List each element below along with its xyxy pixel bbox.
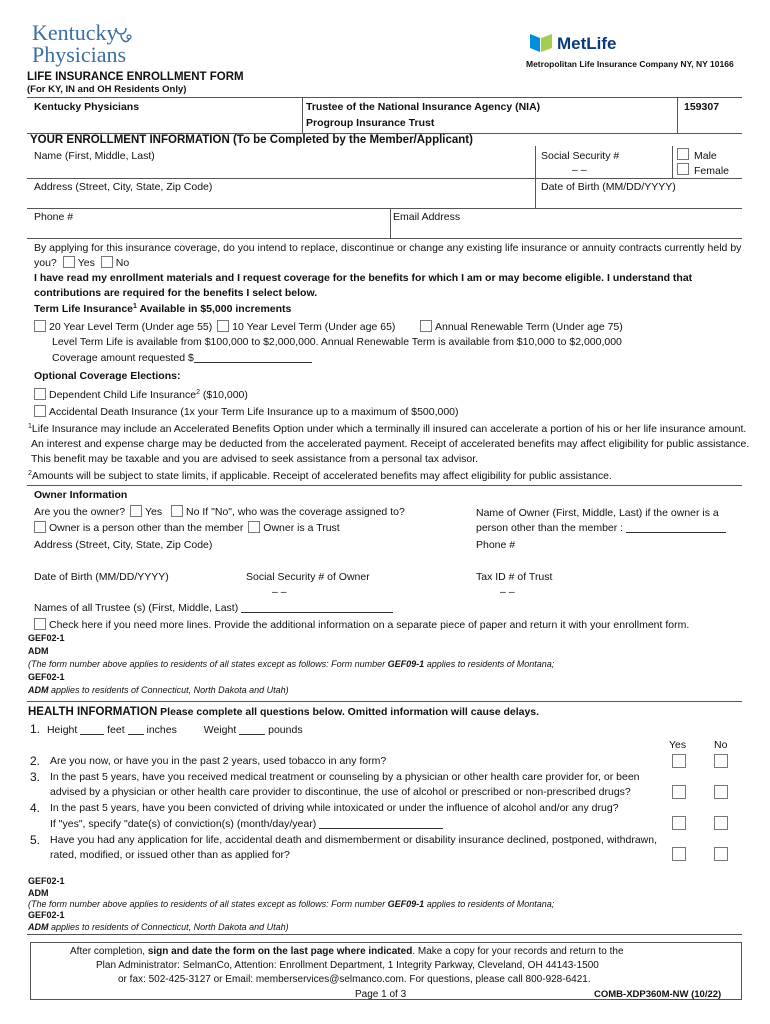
ssn-dashes: – – xyxy=(572,164,587,176)
owner-person-checkbox[interactable] xyxy=(34,521,46,533)
q1-pounds-label: pounds xyxy=(268,724,303,736)
owner-note-a: (The form number above applies to residents of all states except as follows: Form number xyxy=(28,659,388,669)
logo-line-2: Physicians xyxy=(32,42,127,67)
accidental-label: Accidental Death Insurance (1x your Term Life Insurance up to a maximum of $500,000) xyxy=(49,406,459,418)
term-options-row xyxy=(34,320,395,333)
q1-height-label: Height xyxy=(46,724,78,736)
trustee-line-1: Trustee of the National Insurance Agency (NIA) xyxy=(306,101,541,113)
coverage-amount-row xyxy=(52,352,312,364)
note1-line2: An interest and expense charge may be deducted from the accelerated payment. Receipt of accelerated benefits may affect eligibility for public assistance. xyxy=(31,438,750,450)
owner-no-label: No If "No", who was the coverage assigned to? xyxy=(186,506,405,518)
health-note-a: (The form number above applies to residents of all states except as follows: Form number xyxy=(28,899,388,909)
term-availability: Level Term Life is available from $100,000 to $2,000,000. Annual Renewable Term is available from $10,000 to $2,000,000 xyxy=(52,336,622,348)
owner-ssn-label: Social Security # of Owner xyxy=(246,571,370,583)
owner-phone-label: Phone # xyxy=(476,539,516,551)
replace-question-line2 xyxy=(34,256,129,269)
term-annual-checkbox[interactable] xyxy=(420,320,432,332)
conviction-dates-field[interactable] xyxy=(319,818,443,829)
dep-child-footnote: 2 xyxy=(196,389,201,396)
owner-note-e: applies to residents of Connecticut, North Dakota and Utah) xyxy=(48,685,289,695)
trustee-line-2: Progroup Insurance Trust xyxy=(306,117,435,129)
form-code: COMB-XDP360M-NW (10/22) xyxy=(594,989,722,1000)
logo-line-1: Kentucky xyxy=(32,20,118,45)
q4-no-checkbox[interactable] xyxy=(714,816,728,830)
term-heading-increments: Available in $5,000 increments xyxy=(136,303,292,315)
owner-form-note xyxy=(28,659,554,669)
group-name: Kentucky Physicians xyxy=(34,101,140,113)
owner-name-label: person other than the member : xyxy=(476,522,624,534)
ssn-label: Social Security # xyxy=(541,150,620,162)
replace-yes-label: Yes xyxy=(77,257,95,269)
footer-line-2: Plan Administrator: SelmanCo, Attention: Enrollment Department, 1 Integrity Parkway, Cleveland, OH 44143-1500 xyxy=(96,960,599,971)
owner-note-b: GEF09-1 xyxy=(387,659,425,669)
note1-text-1: Life Insurance may include an Accelerated Benefits Option under which a terminally ill insured can accelerate a portion of his or her life insurance amount. xyxy=(31,423,747,435)
owner-note-d: ; xyxy=(551,659,555,669)
q4-specify-row xyxy=(50,818,443,830)
q3-yes-checkbox[interactable] xyxy=(672,785,686,799)
owner-yes-label: Yes xyxy=(144,506,163,518)
footer-line1-b: sign and date the form on the last page where indicated xyxy=(147,946,413,957)
health-heading-title: HEALTH INFORMATION xyxy=(28,706,158,718)
q2-no-checkbox[interactable] xyxy=(714,754,728,768)
q1-row xyxy=(30,722,303,736)
male-checkbox[interactable] xyxy=(677,148,689,160)
term-heading xyxy=(34,303,291,315)
owner-code-2: ADM xyxy=(28,646,49,656)
replace-yes-checkbox[interactable] xyxy=(63,256,75,268)
address-label: Address (Street, City, State, Zip Code) xyxy=(34,181,213,193)
q4-number: 4. xyxy=(30,801,41,815)
owner-yes-checkbox[interactable] xyxy=(130,505,142,517)
stethoscope-icon xyxy=(112,26,134,50)
health-note-e: applies to residents of Connecticut, North Dakota and Utah) xyxy=(48,922,289,932)
footer-line-1 xyxy=(70,946,624,957)
q3-text-2: advised by a physician or other health care provider to discontinue, the use of alcohol or prescribed or non-prescribed drugs? xyxy=(50,786,631,798)
health-code-3: GEF02-1 xyxy=(28,910,65,920)
owner-no-checkbox[interactable] xyxy=(171,505,183,517)
replace-question-line1: By applying for this insurance coverage, do you intend to replace, discontinue or change any existing life insurance or annuity contracts currently held by xyxy=(34,242,742,254)
q5-no-checkbox[interactable] xyxy=(714,847,728,861)
term-annual-label: Annual Renewable Term (Under age 75) xyxy=(435,321,623,333)
group-number: 159307 xyxy=(684,101,720,113)
q4-specify-label: If "yes", specify "date(s) of conviction(s) (month/day/year) xyxy=(50,818,317,830)
accidental-row xyxy=(34,405,459,418)
trustees-row xyxy=(34,602,393,614)
weight-field[interactable] xyxy=(239,724,265,735)
dep-child-checkbox[interactable] xyxy=(34,388,46,400)
q5-yes-checkbox[interactable] xyxy=(672,847,686,861)
q1-weight-label: Weight xyxy=(203,724,237,736)
q3-number: 3. xyxy=(30,770,41,784)
term-20yr-label: 20 Year Level Term (Under age 55) xyxy=(49,321,213,333)
coverage-amount-field[interactable] xyxy=(194,352,312,363)
name-label: Name (First, Middle, Last) xyxy=(34,150,155,162)
term-10yr-label: 10 Year Level Term (Under age 65) xyxy=(232,321,396,333)
female-label: Female xyxy=(694,165,730,177)
owner-code-4: ADM xyxy=(28,685,49,695)
owner-name-line1: Name of Owner (First, Middle, Last) if the owner is a xyxy=(476,507,719,519)
page-number: Page 1 of 3 xyxy=(355,989,407,1000)
owner-ssn-dashes: – – xyxy=(272,586,287,598)
owner-address-label: Address (Street, City, State, Zip Code) xyxy=(34,539,213,551)
q2-number: 2. xyxy=(30,754,41,768)
form-title: LIFE INSURANCE ENROLLMENT FORM xyxy=(27,71,244,83)
read-materials-line2: contributions are required for the benefits I select below. xyxy=(34,287,318,299)
q1-feet-label: feet xyxy=(107,724,125,736)
replace-no-checkbox[interactable] xyxy=(101,256,113,268)
health-heading xyxy=(28,706,539,718)
note1-line3: This benefit may be taxable and you are advised to seek assistance from a personal tax advisor. xyxy=(31,453,479,465)
metlife-logo-icon xyxy=(530,34,552,52)
q2-text: Are you now, or have you in the past 2 years, used tobacco in any form? xyxy=(50,755,387,767)
footer-line-3: or fax: 502-425-3127 or Email: memberservices@selmanco.com. For questions, please call 800-928-6421. xyxy=(118,974,591,985)
owner-question-row xyxy=(34,505,405,518)
term-heading-label: Term Life Insurance xyxy=(34,303,134,315)
check-more-checkbox[interactable] xyxy=(34,618,46,630)
note2-marker: 2 xyxy=(28,470,32,477)
note2-text: Amounts will be subject to state limits, if applicable. Receipt of accelerated benefits may affect eligibility for public assistance. xyxy=(31,470,612,482)
q3-no-checkbox[interactable] xyxy=(714,785,728,799)
health-form-note xyxy=(28,899,554,909)
check-more-row xyxy=(34,618,689,631)
q1-inches-label: inches xyxy=(146,724,177,736)
footer-line1-a: After completion, xyxy=(70,946,148,957)
tax-id-dashes: – – xyxy=(500,586,515,598)
health-code-2: ADM xyxy=(28,888,49,898)
replace-you-label: you? xyxy=(34,257,57,269)
health-form-note-2 xyxy=(28,922,289,932)
owner-dob-label: Date of Birth (MM/DD/YYYY) xyxy=(34,571,169,583)
height-feet-field[interactable] xyxy=(80,724,104,735)
q1-number: 1. xyxy=(30,722,41,736)
owner-trust-checkbox[interactable] xyxy=(248,521,260,533)
height-inches-field[interactable] xyxy=(128,724,144,735)
read-materials-line1: I have read my enrollment materials and I request coverage for the benefits for which I am or may become eligible. I understand that xyxy=(34,272,693,284)
owner-note-c: applies to residents of Montana xyxy=(424,659,552,669)
coverage-amount-label: Coverage amount requested $ xyxy=(52,352,194,364)
term-20yr-checkbox[interactable] xyxy=(34,320,46,332)
owner-code-1: GEF02-1 xyxy=(28,633,65,643)
q4-text: In the past 5 years, have you been convicted of driving while intoxicated or under the influence of alcohol and/or any drug? xyxy=(50,802,619,814)
health-note-c: applies to residents of Montana xyxy=(424,899,552,909)
dep-child-amount: ($10,000) xyxy=(200,389,248,401)
check-more-label: Check here if you need more lines. Provide the additional information on a separate piece of paper and return it with your enrollment form. xyxy=(49,619,690,631)
company-address: Metropolitan Life Insurance Company NY, NY 10166 xyxy=(526,59,734,69)
health-note-b: GEF09-1 xyxy=(387,899,425,909)
term-heading-footnote: 1 xyxy=(133,303,137,310)
enrollment-heading: YOUR ENROLLMENT INFORMATION (To be Completed by the Member/Applicant) xyxy=(30,134,473,146)
metlife-wordmark: MetLife xyxy=(557,34,617,53)
note2-line xyxy=(28,470,612,482)
email-label: Email Address xyxy=(393,211,461,223)
owner-trust-label: Owner is a Trust xyxy=(263,522,340,534)
dep-child-label: Dependent Child Life Insurance xyxy=(49,389,197,401)
male-label: Male xyxy=(694,150,717,162)
replace-no-label: No xyxy=(115,257,130,269)
note1-marker: 1 xyxy=(28,423,32,430)
owner-name-line2 xyxy=(476,522,726,534)
q3-text-1: In the past 5 years, have you received medical treatment or counseling by a physician or other health care provider for, or been xyxy=(50,771,640,783)
no-column-header: No xyxy=(714,739,728,751)
accidental-checkbox[interactable] xyxy=(34,405,46,417)
trustees-field[interactable] xyxy=(241,602,393,613)
note1-line1 xyxy=(28,423,746,435)
dob-label: Date of Birth (MM/DD/YYYY) xyxy=(541,181,676,193)
health-code-4: ADM xyxy=(28,922,49,932)
q5-text-1: Have you had any application for life, accidental death and dismemberment or disability insurance declined, postponed, withdrawn, xyxy=(50,834,658,846)
q5-number: 5. xyxy=(30,833,41,847)
term-annual-option xyxy=(420,320,623,333)
owner-question-label: Are you the owner? xyxy=(34,506,126,518)
dep-child-row xyxy=(34,388,248,401)
phone-label: Phone # xyxy=(34,211,74,223)
q5-text-2: rated, modified, or issued other than as applied for? xyxy=(50,849,290,861)
q4-yes-checkbox[interactable] xyxy=(672,816,686,830)
health-heading-text: Please complete all questions below. Omitted information will cause delays. xyxy=(157,706,540,718)
trustees-label: Names of all Trustee (s) (First, Middle, Last) xyxy=(34,602,239,614)
yes-column-header: Yes xyxy=(669,739,687,751)
optional-heading: Optional Coverage Elections: xyxy=(34,370,181,382)
owner-code-3: GEF02-1 xyxy=(28,672,65,682)
owner-form-note-2 xyxy=(28,685,289,695)
female-checkbox[interactable] xyxy=(677,163,689,175)
health-note-d: ; xyxy=(551,899,555,909)
q2-yes-checkbox[interactable] xyxy=(672,754,686,768)
owner-name-field[interactable] xyxy=(626,522,726,533)
tax-id-label: Tax ID # of Trust xyxy=(476,571,553,583)
footer-line1-c: . Make a copy for your records and return to the xyxy=(412,946,624,957)
form-subtitle: (For KY, IN and OH Residents Only) xyxy=(27,84,187,95)
owner-heading: Owner Information xyxy=(34,489,128,501)
term-10yr-checkbox[interactable] xyxy=(217,320,229,332)
health-code-1: GEF02-1 xyxy=(28,876,65,886)
owner-type-row xyxy=(34,521,340,534)
owner-person-label: Owner is a person other than the member xyxy=(49,522,244,534)
